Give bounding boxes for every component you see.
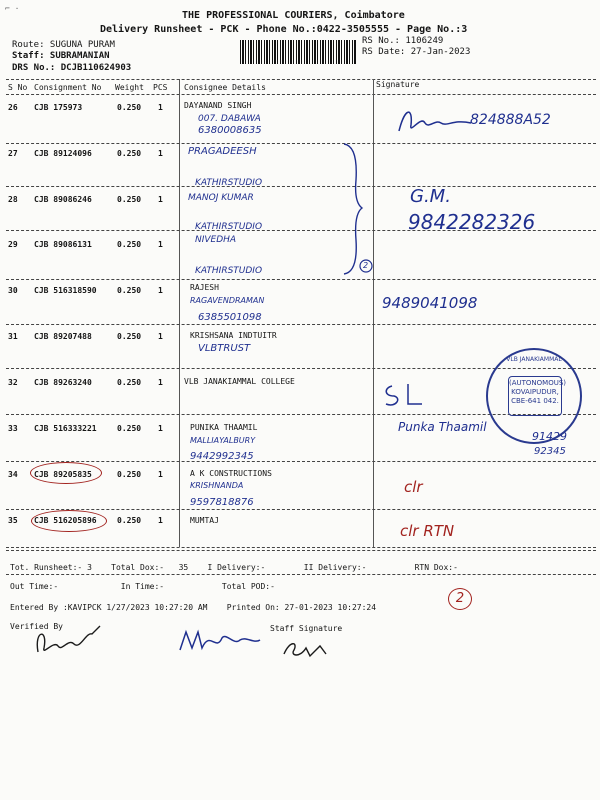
col-consignee: Consignee Details: [184, 83, 266, 92]
brace-mark: [340, 140, 380, 280]
handwritten-note: 9442992345: [190, 451, 254, 462]
handwritten-signature: Punka Thaamil: [398, 420, 487, 434]
handwritten-note: KATHIRSTUDIO: [195, 222, 263, 232]
rs-date: RS Date: 27-Jan-2023: [362, 47, 471, 57]
handwritten-signature: 9842282326: [408, 210, 536, 234]
handwritten-note: NIVEDHA: [195, 235, 237, 245]
handwritten-signature: 92345: [534, 446, 566, 457]
red-circle-mark: [31, 510, 107, 532]
handwritten-signature: clr: [404, 478, 423, 496]
runsheet-subtitle: Delivery Runsheet - PCK - Phone No.:0422-3505555 - Page No.:3: [100, 24, 468, 35]
handwritten-note: PRAGADEESH: [188, 146, 257, 157]
route: Route: SUGUNA PURAM: [12, 40, 115, 50]
handwritten-signature: 9489041098: [382, 294, 478, 312]
handwritten-note: MANOJ KUMAR: [188, 193, 254, 203]
company-title: THE PROFESSIONAL COURIERS, Coimbatore: [182, 10, 405, 21]
handwritten-note: KATHIRSTUDIO: [195, 266, 263, 276]
handwritten-note: MALLIAYALBURY: [190, 436, 256, 445]
divider: [6, 94, 596, 95]
staff-signature-scribble: [280, 638, 330, 662]
staff-signature-label: Staff Signature: [270, 624, 343, 633]
staff: Staff: SUBRAMANIAN: [12, 51, 110, 61]
times-line: Out Time:- In Time:- Total POD:-: [10, 582, 275, 591]
entered-line: Entered By :KAVIPCK 1/27/2023 10:27:20 AM Printed On: 27-01-2023 10:27:24: [10, 603, 377, 612]
staff-signature-scribble: [176, 626, 266, 656]
handwritten-note: VLBTRUST: [198, 343, 251, 354]
column-line: [179, 79, 180, 547]
circled-number: 2: [448, 588, 472, 610]
barcode-image: [240, 40, 356, 64]
col-weight: Weight: [115, 83, 144, 92]
handwritten-note: KRISHNANDA: [190, 481, 244, 490]
handwritten-signature: clr RTN: [400, 522, 455, 540]
totals-line: Tot. Runsheet:- 3 Total Dox:- 35 I Delivery:- II Delivery:- RTN Dox:-: [10, 563, 458, 572]
signature-scribble: [395, 105, 475, 137]
drs-number: DRS No.: DCJB110624903: [12, 63, 132, 73]
col-consignment: Consignment No: [34, 83, 102, 92]
handwritten-note: 9597818876: [190, 497, 254, 508]
col-pcs: PCS: [153, 83, 168, 92]
handwritten-note: RAGAVENDRAMAN: [190, 296, 265, 305]
verifier-signature: [30, 620, 110, 660]
col-signature: Signature: [376, 80, 420, 89]
red-circle-mark: [30, 462, 102, 484]
handwritten-signature: 91429: [532, 430, 567, 443]
handwritten-note: 6385501098: [198, 312, 262, 323]
handwritten-note: 007. DABAWA: [198, 114, 261, 124]
col-sno: S No: [8, 83, 28, 92]
handwritten-note: 6380008635: [198, 125, 262, 136]
verified-by-label: Verified By: [10, 622, 63, 631]
divider: [6, 79, 596, 80]
handwritten-signature: G.M.: [410, 186, 451, 207]
corner-mark: ⌐ ·: [5, 4, 20, 13]
handwritten-signature: 824888A52: [470, 112, 551, 128]
signature-scribble: [382, 380, 442, 410]
rs-number: RS No.: 1106249: [362, 36, 444, 46]
circled-number: 2: [363, 261, 369, 270]
college-stamp: VLB JANAKIAMMAL (AUTONOMOUS) KOVAIPUDUR, CBE-641 042.: [486, 348, 582, 444]
handwritten-note: KATHIRSTUDIO: [195, 178, 263, 188]
